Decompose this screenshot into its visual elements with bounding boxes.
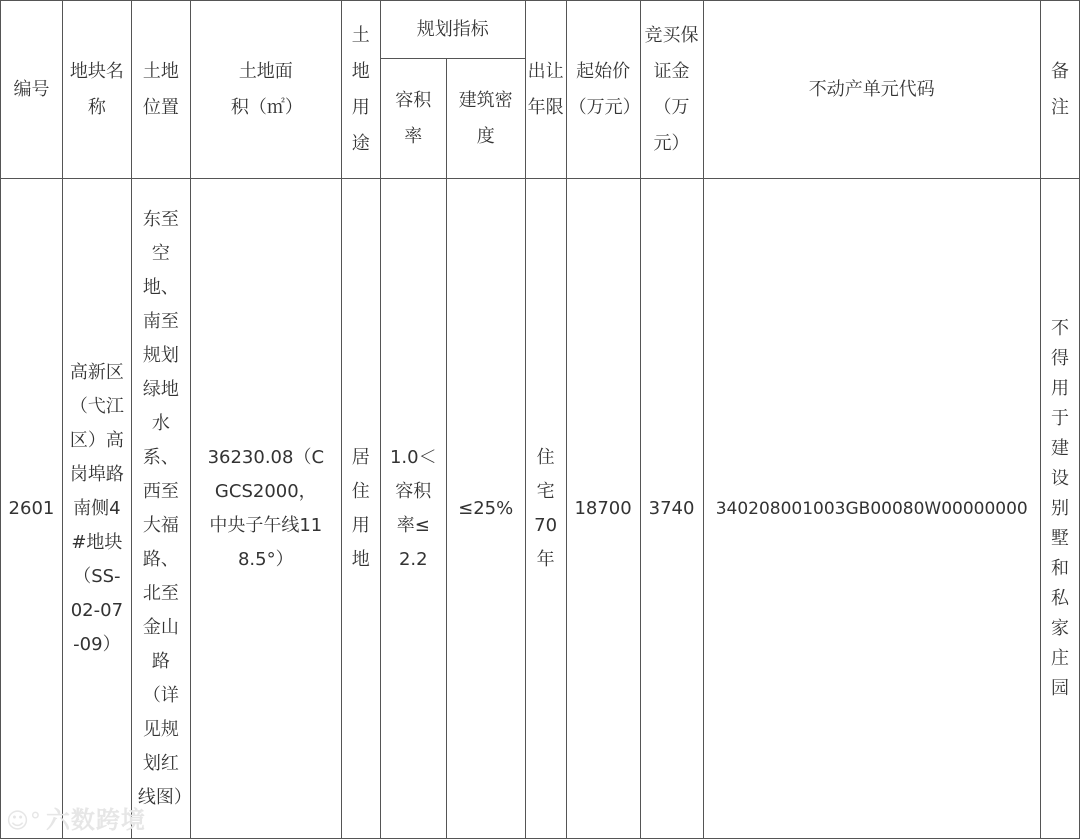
header-term: 出让年限 <box>525 1 566 179</box>
header-property-code: 不动产单元代码 <box>703 1 1040 179</box>
cell-floor-area-ratio: 1.0＜容积率≤2.2 <box>380 179 446 839</box>
watermark-text: 六数跨境 <box>45 806 146 834</box>
header-parcel-name: 地块名称 <box>62 1 131 179</box>
header-building-density: 建筑密度 <box>446 59 525 179</box>
cell-area: 36230.08（CGCS2000，中央子午线118.5°） <box>190 179 341 839</box>
header-floor-area-ratio: 容积率 <box>380 59 446 179</box>
cell-parcel-name: 高新区（弋江区）高岗埠路南侧4#地块（SS-02-07-09） <box>62 179 131 839</box>
cell-deposit: 3740 <box>640 179 703 839</box>
header-area: 土地面积（㎡） <box>190 1 341 179</box>
header-start-price: 起始价（万元） <box>566 1 640 179</box>
cell-land-use: 居住用地 <box>341 179 380 839</box>
header-deposit: 竞买保证金（万元） <box>640 1 703 179</box>
cell-property-code: 340208001003GB00080W00000000 <box>703 179 1040 839</box>
header-id: 编号 <box>1 1 63 179</box>
cell-start-price: 18700 <box>566 179 640 839</box>
watermark-logo-icon: ☺° <box>6 809 42 834</box>
header-planning-indicators: 规划指标 <box>380 1 525 59</box>
watermark <box>6 800 146 835</box>
cell-term: 住宅70年 <box>525 179 566 839</box>
header-land-use: 土地用途 <box>341 1 380 179</box>
cell-id: 2601 <box>1 179 63 839</box>
cell-building-density: ≤25% <box>446 179 525 839</box>
header-location: 土地位置 <box>131 1 190 179</box>
cell-remark: 不得用于建设别墅和私家庄园 <box>1040 179 1079 839</box>
cell-location: 东至空地、南至规划绿地水系、西至大福路、北至金山路（详见规划红线图） <box>131 179 190 839</box>
header-remark: 备注 <box>1040 1 1079 179</box>
